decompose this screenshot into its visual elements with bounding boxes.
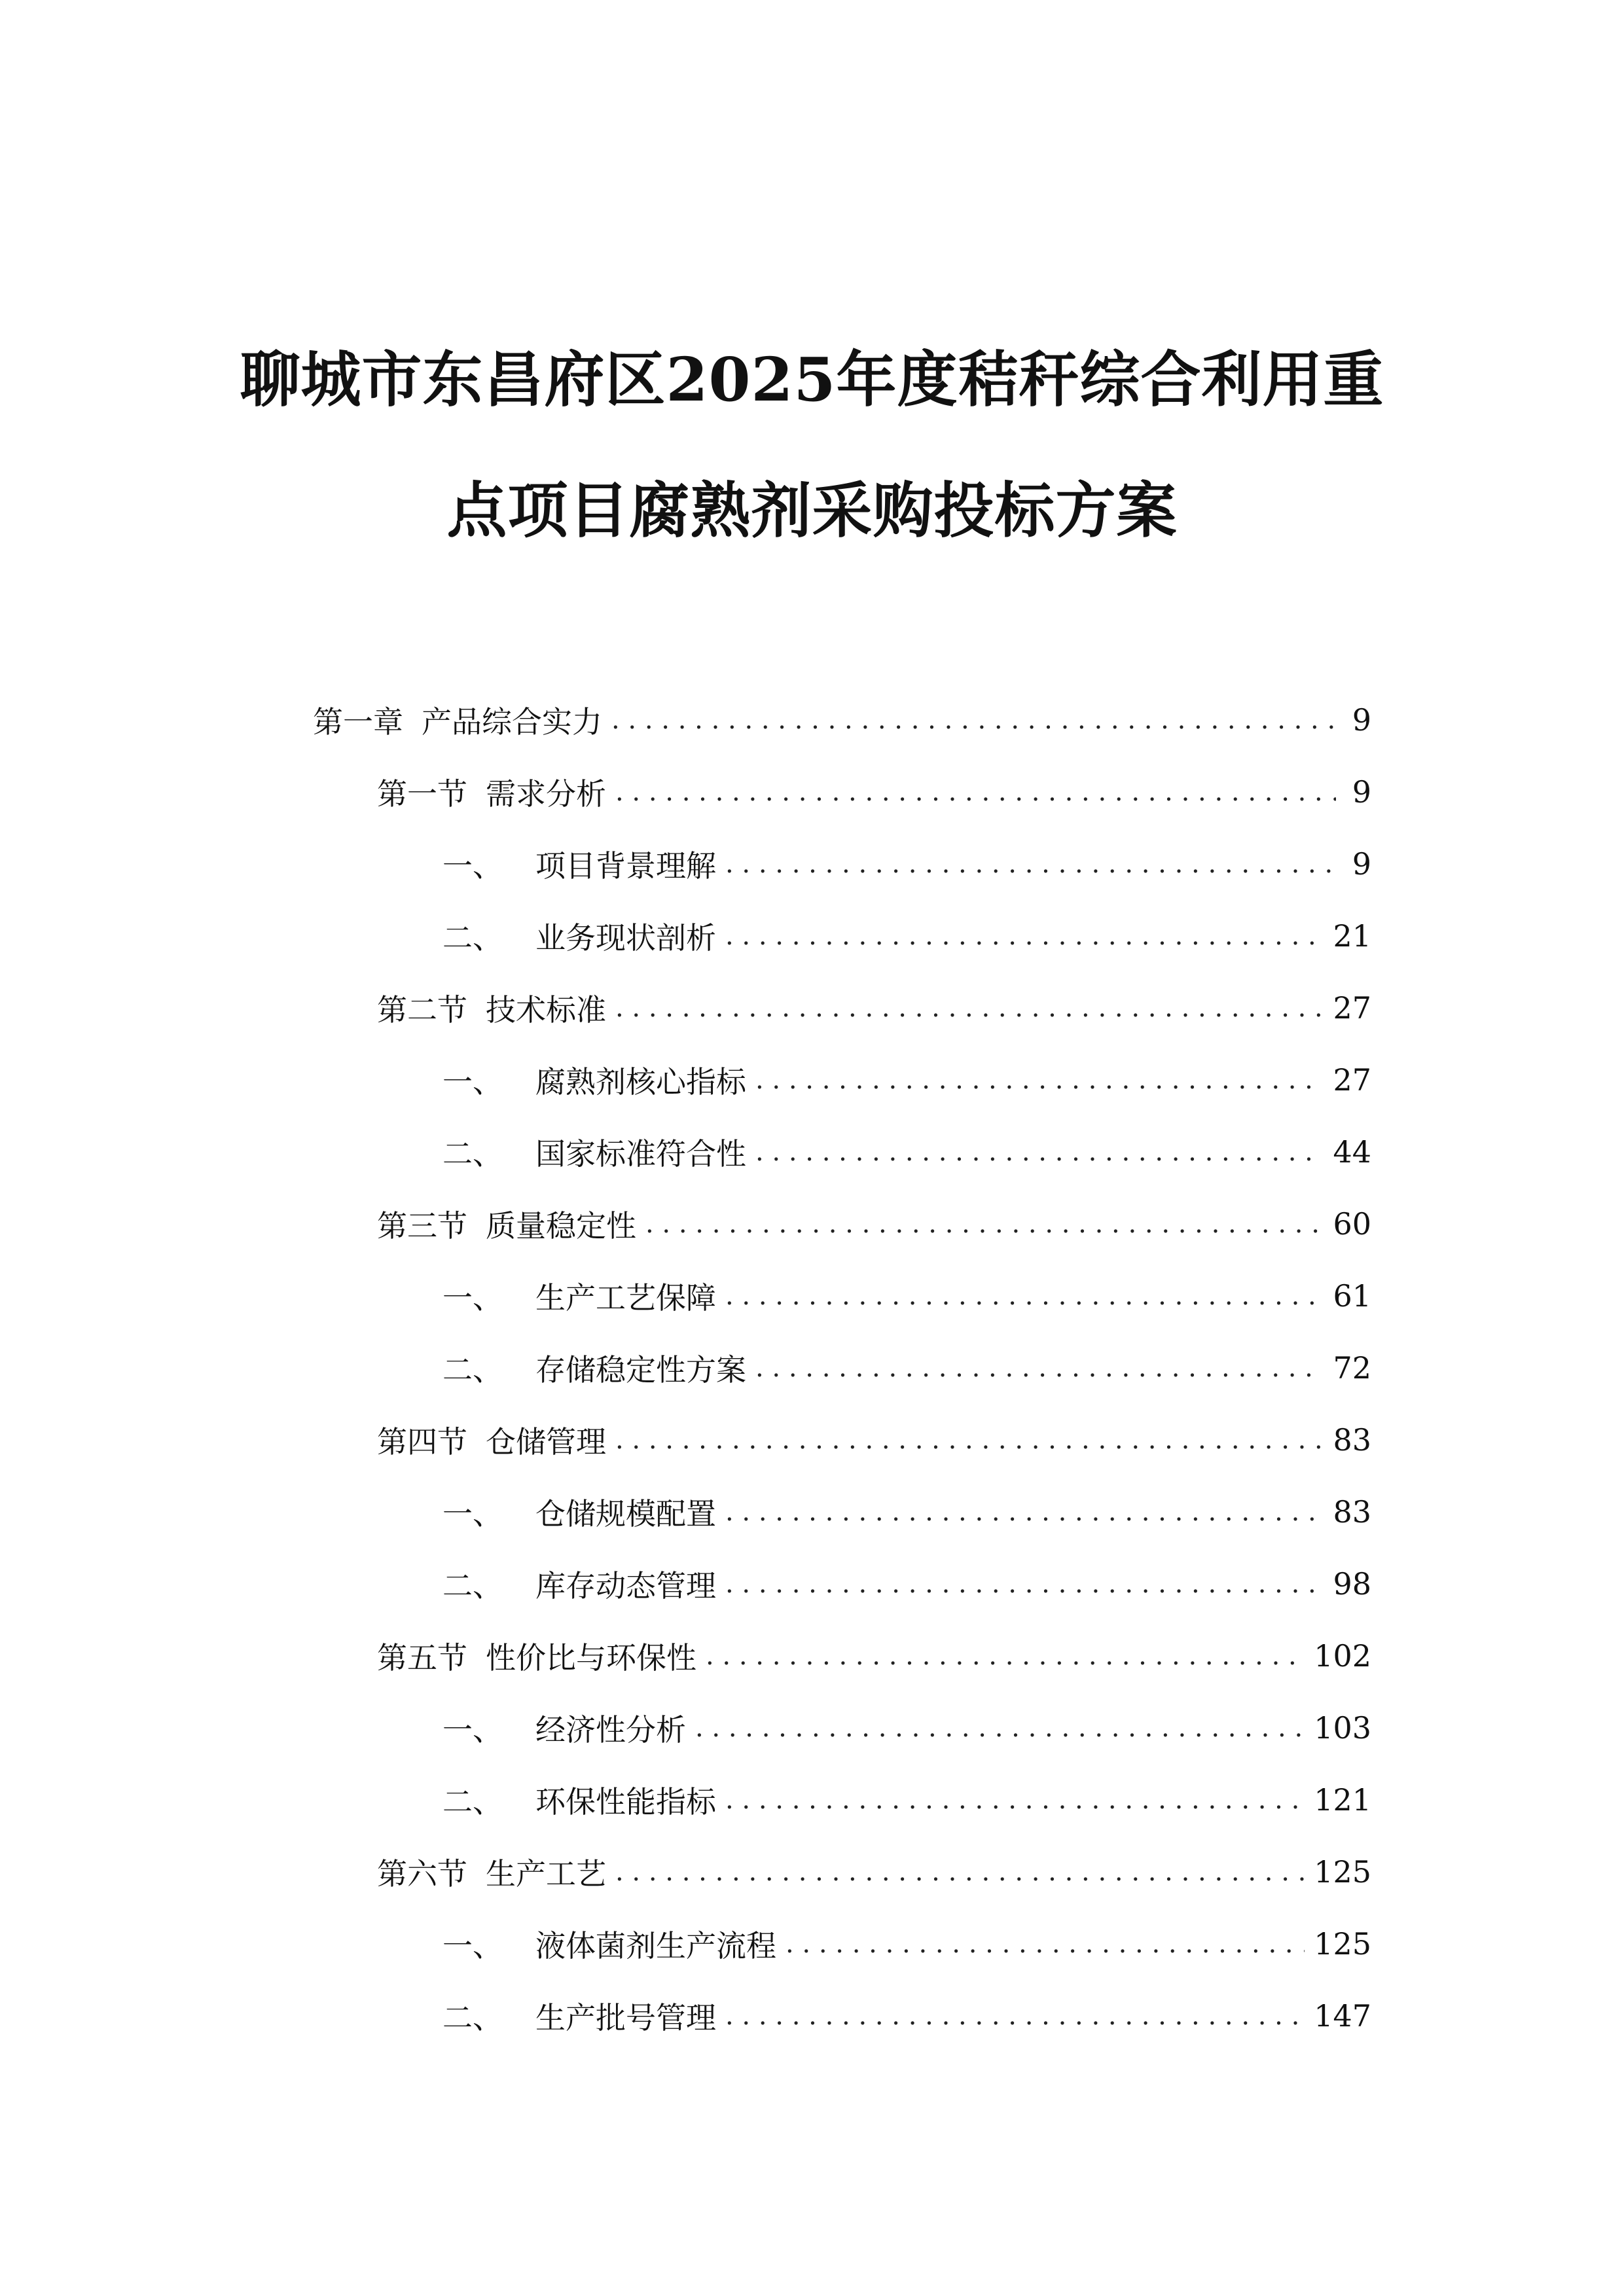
toc-entry[interactable] (442, 1695, 1371, 1761)
toc-entry-page-number: 21 (1333, 918, 1371, 954)
toc-entry-label: 环保性能指标 (535, 1784, 716, 1820)
toc-entry-page-number: 9 (1352, 846, 1371, 882)
toc-dot-leader (725, 1569, 1324, 1599)
toc-entry-number: 第六节 (377, 1856, 467, 1892)
toc-entry-page-number: 125 (1314, 1926, 1371, 1962)
toc-entry[interactable] (377, 1191, 1371, 1257)
toc-entry-number: 第二节 (377, 992, 467, 1028)
toc-entry[interactable] (442, 1263, 1371, 1329)
toc-entry-label: 液体菌剂生产流程 (535, 1928, 776, 1964)
toc-entry-label: 腐熟剂核心指标 (535, 1064, 746, 1100)
toc-entry-page-number: 72 (1333, 1350, 1371, 1386)
toc-entry[interactable] (442, 1911, 1371, 1977)
toc-entry-label: 需求分析 (486, 776, 606, 812)
toc-dot-leader (755, 1137, 1324, 1167)
toc-entry[interactable] (442, 1983, 1371, 2049)
toc-entry-page-number: 103 (1314, 1710, 1371, 1746)
toc-entry-number: 一、 (442, 848, 503, 884)
toc-dot-leader (706, 1641, 1305, 1671)
toc-entry-page-number: 27 (1333, 990, 1371, 1026)
toc-entry[interactable] (442, 831, 1371, 897)
toc-entry-label: 仓储管理 (486, 1424, 606, 1460)
toc-entry[interactable] (377, 975, 1371, 1041)
toc-dot-leader (615, 1857, 1305, 1887)
toc-entry-label: 存储稳定性方案 (535, 1352, 746, 1388)
toc-entry-label: 性价比与环保性 (486, 1640, 696, 1676)
toc-entry-number: 二、 (442, 1568, 503, 1604)
toc-entry-page-number: 121 (1314, 1782, 1371, 1818)
toc-entry-number: 第四节 (377, 1424, 467, 1460)
toc-entry-label: 业务现状剖析 (535, 920, 716, 956)
toc-dot-leader (695, 1713, 1305, 1743)
title-line-2: 点项目腐熟剂采购投标方案 (446, 475, 1178, 546)
toc-entry-number: 第一章 (313, 704, 403, 740)
toc-entry-number: 二、 (442, 2000, 503, 2036)
document-title (0, 314, 1624, 576)
toc-dot-leader (725, 1281, 1324, 1311)
toc-entry[interactable] (377, 1839, 1371, 1905)
toc-dot-leader (725, 1497, 1324, 1527)
toc-entry[interactable] (442, 1767, 1371, 1833)
toc-dot-leader (785, 1929, 1305, 1959)
toc-entry-label: 生产工艺保障 (535, 1280, 716, 1316)
toc-dot-leader (615, 777, 1336, 807)
toc-entry[interactable] (442, 903, 1371, 969)
toc-dot-leader (755, 1353, 1324, 1383)
toc-entry-number: 一、 (442, 1496, 503, 1532)
toc-dot-leader (725, 1785, 1305, 1815)
toc-entry-label: 国家标准符合性 (535, 1136, 746, 1172)
title-line-1: 聊城市东昌府区2025年度秸秆综合利用重 (240, 344, 1384, 415)
table-of-contents (0, 687, 1624, 2127)
toc-entry-page-number: 60 (1333, 1206, 1371, 1242)
toc-entry[interactable] (442, 1335, 1371, 1401)
toc-entry-label: 生产批号管理 (535, 2000, 716, 2036)
toc-dot-leader (611, 705, 1336, 735)
toc-entry-label: 产品综合实力 (422, 704, 602, 740)
toc-entry-page-number: 98 (1333, 1566, 1371, 1602)
toc-entry[interactable] (377, 1407, 1371, 1473)
toc-entry-label: 仓储规模配置 (535, 1496, 716, 1532)
toc-entry[interactable] (442, 1047, 1371, 1113)
toc-entry-number: 第一节 (377, 776, 467, 812)
toc-dot-leader (615, 993, 1324, 1023)
toc-entry-page-number: 147 (1314, 1998, 1371, 2034)
toc-dot-leader (645, 1209, 1324, 1239)
toc-entry-number: 二、 (442, 1784, 503, 1820)
toc-entry-page-number: 83 (1333, 1422, 1371, 1458)
toc-entry-label: 库存动态管理 (535, 1568, 716, 1604)
toc-entry-number: 一、 (442, 1928, 503, 1964)
toc-entry-number: 二、 (442, 920, 503, 956)
toc-dot-leader (725, 921, 1324, 951)
toc-entry-label: 项目背景理解 (535, 848, 716, 884)
toc-entry-page-number: 9 (1352, 774, 1371, 810)
toc-dot-leader (725, 2001, 1305, 2031)
toc-entry-number: 第三节 (377, 1208, 467, 1244)
toc-entry-page-number: 102 (1314, 1638, 1371, 1674)
toc-entry-number: 一、 (442, 1280, 503, 1316)
toc-entry[interactable] (377, 759, 1371, 825)
toc-entry-number: 一、 (442, 1064, 503, 1100)
toc-dot-leader (615, 1425, 1324, 1455)
toc-entry-page-number: 44 (1333, 1134, 1371, 1170)
toc-dot-leader (725, 849, 1336, 879)
toc-entry[interactable] (442, 1551, 1371, 1617)
toc-entry-label: 技术标准 (486, 992, 606, 1028)
toc-dot-leader (755, 1065, 1324, 1095)
toc-entry-page-number: 61 (1333, 1278, 1371, 1314)
toc-entry-label: 经济性分析 (535, 1712, 686, 1748)
toc-entry[interactable] (377, 1623, 1371, 1689)
toc-entry-number: 二、 (442, 1136, 503, 1172)
toc-entry[interactable] (313, 687, 1371, 753)
toc-entry-number: 二、 (442, 1352, 503, 1388)
toc-entry-label: 生产工艺 (486, 1856, 606, 1892)
toc-entry-page-number: 27 (1333, 1062, 1371, 1098)
toc-entry-page-number: 83 (1333, 1494, 1371, 1530)
toc-entry-page-number: 9 (1352, 702, 1371, 738)
toc-entry[interactable] (442, 1479, 1371, 1545)
toc-entry-page-number: 125 (1314, 1854, 1371, 1890)
toc-entry-number: 第五节 (377, 1640, 467, 1676)
toc-entry[interactable] (442, 1119, 1371, 1185)
toc-entry-label: 质量稳定性 (486, 1208, 636, 1244)
toc-entry-number: 一、 (442, 1712, 503, 1748)
